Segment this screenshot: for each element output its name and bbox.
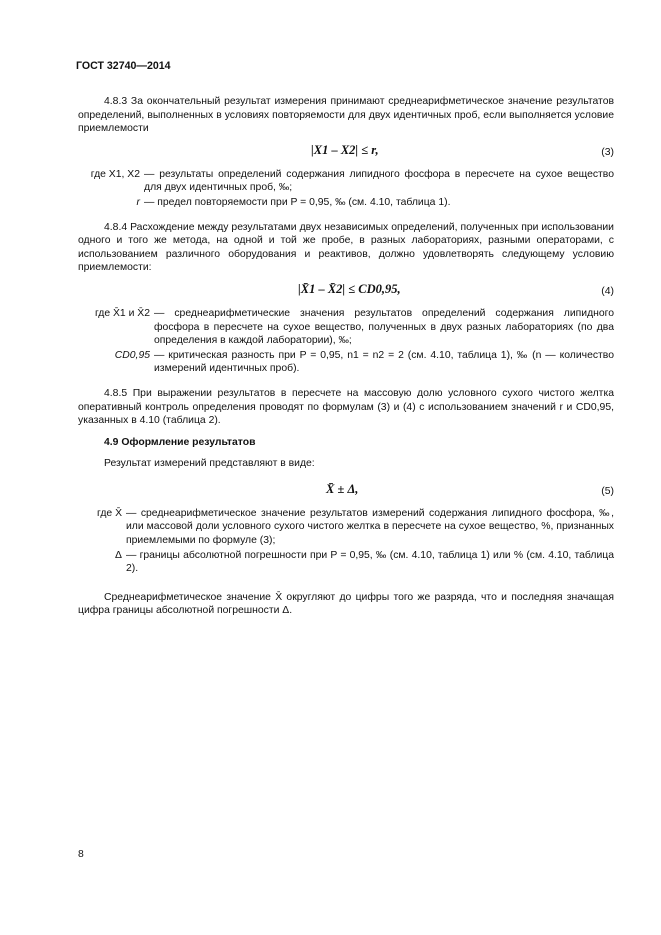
definition-term: r bbox=[136, 196, 140, 208]
definition-term: где X1, X2 bbox=[90, 168, 140, 180]
equation-number-3: (3) bbox=[601, 146, 614, 158]
equation-number-4: (4) bbox=[601, 285, 614, 297]
definitions-formula-3 bbox=[78, 168, 614, 210]
formula-5-row bbox=[78, 483, 614, 501]
definition-x1bar-x2bar bbox=[78, 307, 614, 348]
document-header: ГОСТ 32740—2014 bbox=[76, 60, 171, 72]
formula-3-row bbox=[78, 144, 614, 162]
equation-number-5: (5) bbox=[601, 485, 614, 497]
definition-x1-x2 bbox=[78, 168, 614, 195]
definition-r bbox=[78, 196, 614, 210]
definition-body: — предел повторяемости при P = 0,95, ‰ (см. 4.10, таблица 1). bbox=[144, 196, 451, 208]
definition-delta bbox=[78, 549, 614, 576]
page-content bbox=[78, 95, 614, 618]
definition-body: — границы абсолютной погрешности при P = 0,95, ‰ (см. 4.10, таблица 1) или % (см. 4.10, таблица 2). bbox=[126, 549, 614, 575]
definition-term: где X̄ bbox=[97, 507, 122, 519]
definition-body: — среднеарифметические значения результатов определений содержания липидного фосфора в пересчете на сухое вещество, полученных в двух разных лабораториях (по два определения в каждой лаборатории), ‰; bbox=[154, 307, 614, 347]
definition-cd095 bbox=[78, 349, 614, 376]
definitions-formula-4 bbox=[78, 307, 614, 376]
definition-term: где X̄1 и X̄2 bbox=[94, 307, 150, 319]
formula-5: X̄ ± Δ, bbox=[326, 481, 359, 496]
paragraph-4-8-3: 4.8.3 За окончательный результат измерения принимают среднеарифметическое значение результатов определений, выполненных в условиях повторяемости для двух идентичных проб, если выполняется условие приемлемости bbox=[78, 96, 614, 135]
paragraph-4-8-4: 4.8.4 Расхождение между результатами двух независимых определений, полученных при использовании одного и того же метода, на одной и той же пробе, в разных лабораториях, разными операторами, с использованием различного оборудования и реактивов, должно удовлетворять следующему условию приемлемости: bbox=[78, 221, 614, 274]
definition-body: — результаты определений содержания липидного фосфора в пересчете на сухое вещество для двух идентичных проб, ‰; bbox=[144, 168, 614, 194]
page-number: 8 bbox=[78, 849, 84, 860]
paragraph-4-8-5: 4.8.5 При выражении результатов в пересчете на массовую долю условного сухого чистого желтка оперативный контроль определения проводят по формулам (3) и (4) с использованием значений r и CD0,95, указанных в 4.10 (таблица 2). bbox=[78, 387, 614, 427]
section-heading-4-9: 4.9 Оформление результатов bbox=[104, 436, 256, 448]
definition-term: Δ bbox=[115, 549, 122, 561]
formula-4: |X̄1 – X̄2| ≤ CD0,95, bbox=[298, 281, 401, 296]
formula-3: |X1 – X2| ≤ r, bbox=[311, 142, 379, 157]
formula-4-row bbox=[78, 283, 614, 301]
paragraph-4-9-intro: Результат измерений представляют в виде: bbox=[104, 458, 315, 470]
paragraph-rounding-rule: Среднеарифметическое значение X̄ округляют до цифры того же разряда, что и последняя значащая цифра границы абсолютной погрешности Δ. bbox=[78, 591, 614, 617]
definition-term: CD0,95 bbox=[114, 349, 150, 361]
definitions-formula-5 bbox=[78, 507, 614, 576]
definition-xbar bbox=[78, 507, 614, 548]
definition-body: — критическая разность при P = 0,95, n1 = n2 = 2 (см. 4.10, таблица 1), ‰ (n — количество измерений идентичных проб). bbox=[154, 349, 614, 375]
definition-body: — среднеарифметическое значение результатов измерений содержания липидного фосфора, ‰, или массовой доли условного сухого чистого желтка в пересчете на сухое вещество, %, признанных приемлемыми по формуле (3); bbox=[126, 507, 614, 547]
